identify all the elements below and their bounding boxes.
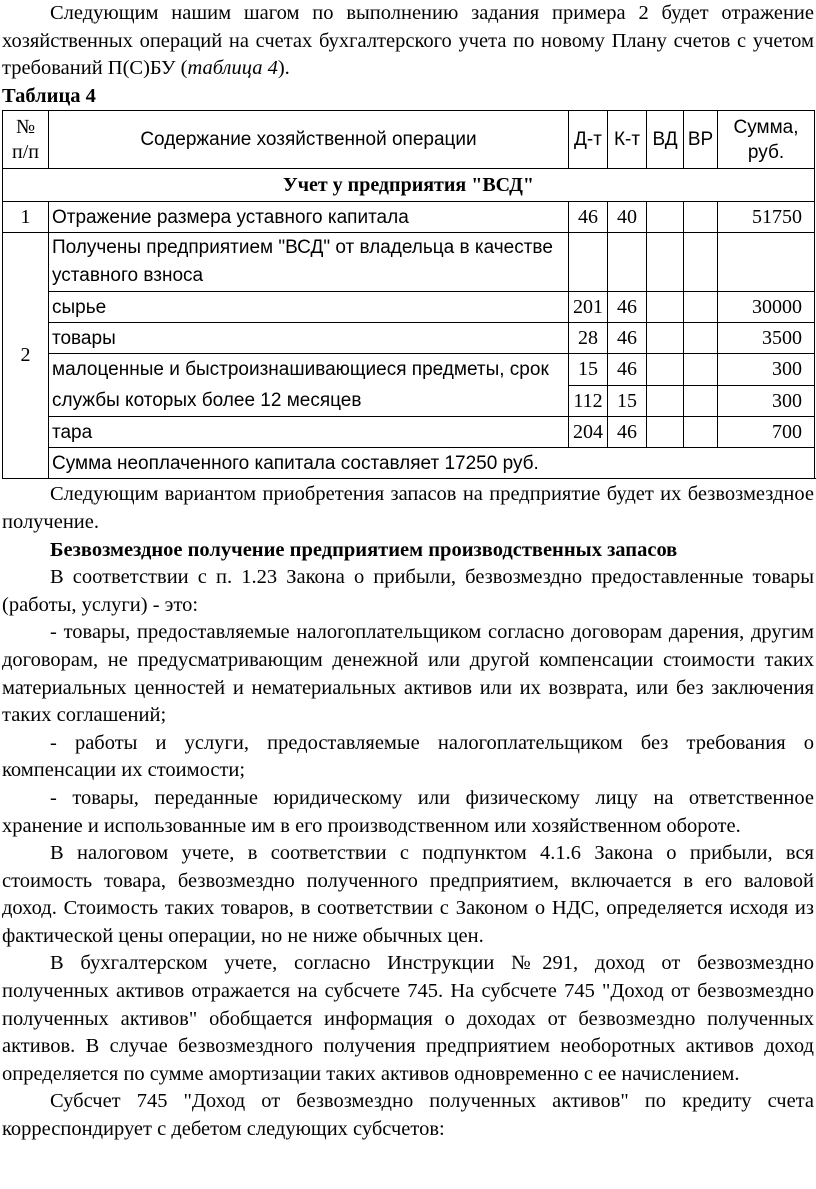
row-vr	[684, 292, 718, 323]
header-number: № п/п	[3, 111, 49, 169]
row-credit: 46	[608, 323, 647, 354]
row-vd	[647, 233, 684, 292]
row-description: малоценные и быстроизнашивающиеся предметы, срок службы которых более 12 месяцев	[49, 354, 569, 417]
paragraph: Следующим вариантом приобретения запасов на предприятие будет их безвозмездное получение.	[2, 483, 814, 533]
row-description: сырье	[49, 292, 569, 323]
row-vr	[684, 202, 718, 233]
table-footer-note: Сумма неоплаченного капитала составляет 17250 руб.	[49, 448, 815, 479]
paragraph: - работы и услуги, предоставляемые налогоплательщиком без требования о компенсации их стоимости;	[2, 731, 814, 782]
row-description: Отражение размера уставного капитала	[49, 202, 569, 233]
table-row	[3, 417, 815, 448]
section-title: Учет у предприятия "ВСД"	[3, 169, 815, 202]
header-vd: ВД	[647, 111, 684, 169]
row-vr	[684, 385, 718, 417]
row-debit: 201	[569, 292, 608, 323]
row-sum: 700	[718, 417, 815, 448]
row-debit: 15	[569, 354, 608, 386]
row-vd	[647, 323, 684, 354]
table-caption: Таблица 4	[2, 84, 96, 107]
row-description: Получены предприятием "ВСД" от владельца в качестве уставного взноса	[49, 233, 569, 292]
header-credit: К-т	[608, 111, 647, 169]
row-credit: 46	[608, 354, 647, 386]
row-credit	[608, 233, 647, 292]
table-row	[3, 323, 815, 354]
table-row	[3, 292, 815, 323]
row-debit: 28	[569, 323, 608, 354]
header-vr: ВР	[684, 111, 718, 169]
row-credit: 15	[608, 385, 647, 417]
paragraph: В бухгалтерском учете, согласно Инструкции №291, доход от безвозмездно полученных активов отражается на субсчете 745. На субсчете 745 "Доход от безвозмездно полученных активов" обобщается информация о доходах от безвозмездно полученных активов. В случае безвозмездного получения предприятием необоротных активов доход определяется по сумме амортизации таких активов одновременно с ее начислением.	[2, 952, 814, 1085]
row-credit: 40	[608, 202, 647, 233]
row-sum: 300	[718, 354, 815, 386]
row-sum: 3500	[718, 323, 815, 354]
row-debit: 112	[569, 385, 608, 417]
section-heading: Безвозмездное получение предприятием производственных запасов	[50, 538, 678, 561]
row-sum: 30000	[718, 292, 815, 323]
paragraph: - товары, переданные юридическому или физическому лицу на ответственное хранение и использованные им в его производственном или хозяйственном обороте.	[2, 786, 814, 837]
paragraph: Субсчет 745 "Доход от безвозмездно полученных активов" по кредиту счета корреспондирует с дебетом следующих субсчетов:	[2, 1090, 814, 1141]
row-vd	[647, 202, 684, 233]
row-number: 2	[3, 233, 49, 479]
accounting-table	[2, 110, 815, 479]
row-vd	[647, 417, 684, 448]
row-debit: 204	[569, 417, 608, 448]
row-vr	[684, 233, 718, 292]
header-content: Содержание хозяйственной операции	[49, 111, 569, 169]
document-page	[2, 0, 814, 1144]
intro-paragraph: Следующим нашим шагом по выполнению задания примера 2 будет отражение хозяйственных операций на счетах бухгалтерского учета по новому Плану счетов с учетом требований П(С)БУ (таблица 4).	[2, 2, 814, 80]
row-vd	[647, 292, 684, 323]
table-row	[3, 354, 815, 386]
paragraph: В соответствии с п. 1.23 Закона о прибыли, безвозмездно предоставленные товары (работы, услуги) - это:	[2, 566, 814, 616]
row-vr	[684, 354, 718, 386]
row-vr	[684, 323, 718, 354]
row-vd	[647, 354, 684, 386]
row-credit: 46	[608, 292, 647, 323]
paragraph: В налоговом учете, в соответствии с подпунктом 4.1.6 Закона о прибыли, вся стоимость товара, безвозмездно полученного предприятием, включается в его валовой доход. Стоимость таких товаров, в соответствии с Законом о НДС, определяется исходя из фактической цены операции, но не ниже обычных цен.	[2, 842, 814, 947]
row-credit: 46	[608, 417, 647, 448]
row-sum: 300	[718, 385, 815, 417]
row-debit	[569, 233, 608, 292]
header-sum: Сумма, руб.	[718, 111, 815, 169]
row-number: 1	[3, 202, 49, 233]
row-vr	[684, 417, 718, 448]
row-description: товары	[49, 323, 569, 354]
row-sum	[718, 233, 815, 292]
table-reference: таблица 4	[187, 57, 278, 80]
table-row	[3, 202, 815, 233]
row-sum: 51750	[718, 202, 815, 233]
header-debit: Д-т	[569, 111, 608, 169]
row-description: тара	[49, 417, 569, 448]
row-debit: 46	[569, 202, 608, 233]
row-vd	[647, 385, 684, 417]
table-row	[3, 233, 815, 292]
paragraph: - товары, предоставляемые налогоплательщиком согласно договорам дарения, другим договорам, не предусматривающим денежной или другой компенсации стоимости таких материальных ценностей и нематериальных активов или их возврата, или без заключения таких соглашений;	[2, 621, 814, 727]
